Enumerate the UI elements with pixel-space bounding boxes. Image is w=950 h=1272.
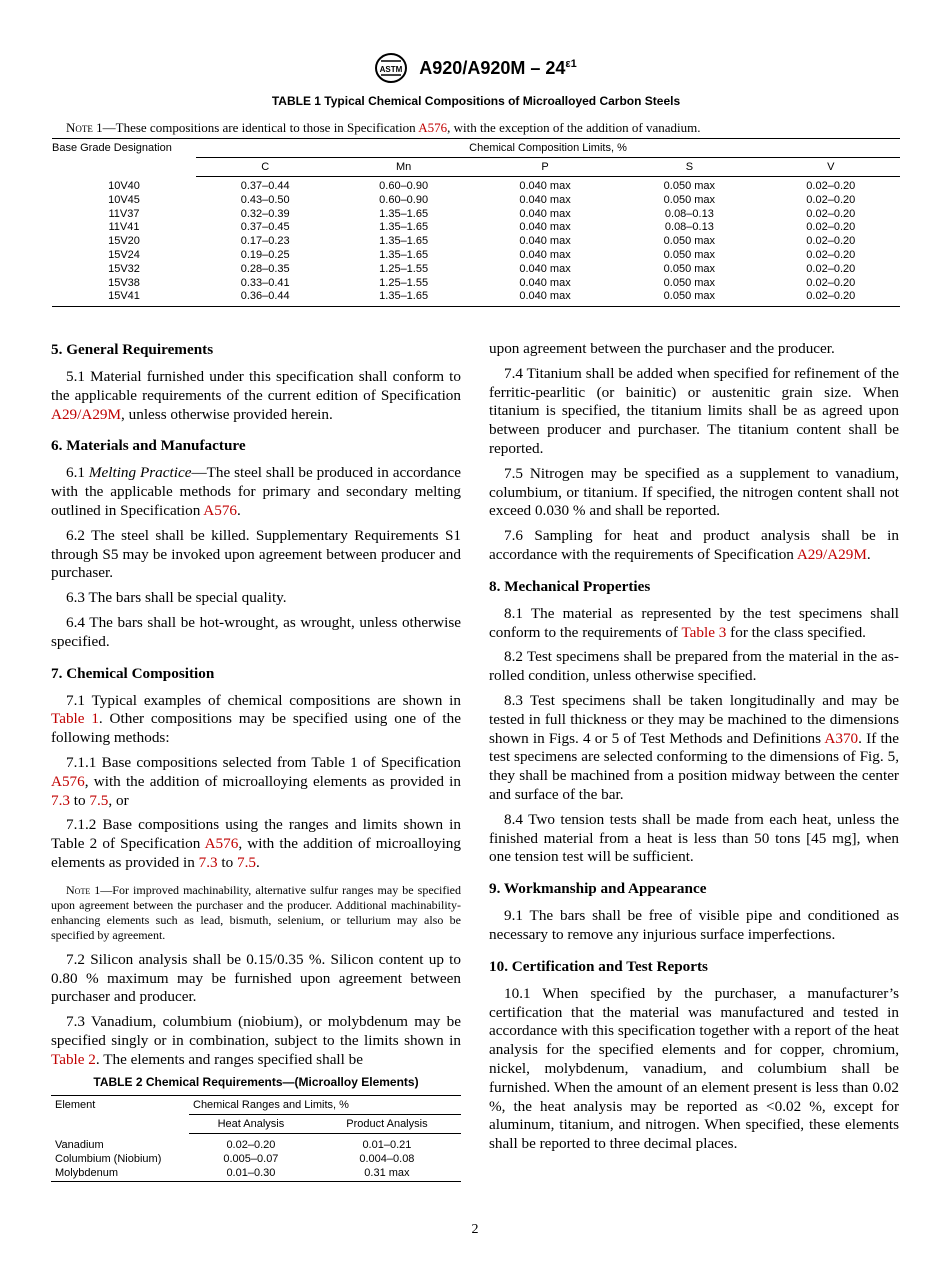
table1-row-cell: 0.040 max <box>519 276 571 289</box>
link-7-3[interactable]: 7.3 <box>51 791 70 809</box>
svg-text:ASTM: ASTM <box>379 65 403 74</box>
table1-row-cell: 0.040 max <box>519 235 571 248</box>
para-7-2: 7.2 Silicon analysis shall be 0.15/0.35 %. Silicon content up to 0.80 % maximum may be furnished upon agreement between purchaser and producer. <box>51 950 461 1006</box>
section-6-heading: 6. Materials and Manufacture <box>51 437 246 455</box>
table1-row-cell: 0.43–0.50 <box>240 193 290 206</box>
table1-row-cell: 0.050 max <box>663 248 716 261</box>
note-machinability: Note 1—For improved machinability, alternative sulfur ranges may be specified upon agreement between the purchaser and the producer. Additional machinability-enhancing elements such as lead, bismuth, selenium, or tellurium may also be specified by agreement. <box>51 882 461 942</box>
table1-row-cell: 0.050 max <box>663 180 716 192</box>
link-a370[interactable]: A370 <box>824 729 859 747</box>
section-9-heading: 9. Workmanship and Appearance <box>489 880 707 898</box>
table1-row-cell: 0.040 max <box>519 207 571 220</box>
table1-row <box>52 208 900 222</box>
para-7-3-continued: upon agreement between the purchaser and the producer. <box>489 340 835 357</box>
table1-row-cell: 15V38 <box>108 276 140 289</box>
link-a576[interactable]: A576 <box>204 835 239 853</box>
table1-row-cell: 1.35–1.65 <box>379 221 429 234</box>
table1-row-cell: 0.32–0.39 <box>240 207 290 220</box>
link-table-2[interactable]: Table 2 <box>51 1050 96 1068</box>
table1-row-cell: 0.02–0.20 <box>806 262 856 275</box>
table1-row-cell: 0.37–0.45 <box>240 221 290 234</box>
para-7-4: 7.4 Titanium shall be added when specified for refinement of the ferritic-pearlitic (or bainitic) or austenitic grain size. When titanium is specified, the titanium limits shall be as agreed upon between producer and purchaser. The titanium content shall be reported. <box>489 364 899 457</box>
link-7-5[interactable]: 7.5 <box>89 791 109 809</box>
table1-row-cell: 11V41 <box>108 221 140 234</box>
table2-row <box>51 1166 461 1182</box>
table2-row-cell: Columbium (Niobium) <box>55 1153 162 1165</box>
table1-col-c: C <box>196 158 334 177</box>
link-table-1[interactable]: Table 1 <box>51 710 99 728</box>
para-7-1-2: 7.1.2 Base compositions using the ranges and limits shown in Table 2 of Specification A576, with the addition of microalloying elements as provided in 7.3 to 7.5. <box>51 816 461 871</box>
table1-row-cell: 0.040 max <box>519 180 571 192</box>
para-7-1: 7.1 Typical examples of chemical compositions are shown in Table 1. Other compositions may be specified using one of the following methods: <box>51 691 461 747</box>
para-7-3: 7.3 Vanadium, columbium (niobium), or molybdenum may be specified singly or in combination, subject to the limits shown in Table 2. The elements and ranges specified shall be <box>51 1013 461 1068</box>
para-7-1-1: 7.1.1 Base compositions selected from Table 1 of Specification A576, with the addition of microalloying elements as provided in 7.3 to 7.5, or <box>51 753 461 809</box>
para-9-1: 9.1 The bars shall be free of visible pipe and conditioned as necessary to remove any injurious surface imperfections. <box>489 907 899 943</box>
para-6-1: 6.1 Melting Practice—The steel shall be produced in accordance with the applicable methods for primary and secondary melting outlined in Specification A576. <box>51 464 462 519</box>
table1-row-cell: 0.02–0.20 <box>806 276 856 289</box>
table2-col-heat: Heat Analysis <box>189 1115 313 1134</box>
table2-body <box>51 1134 461 1182</box>
table2-title: TABLE 2 Chemical Requirements—(Microalloy Elements) <box>93 1075 419 1089</box>
table2 <box>51 1095 461 1182</box>
table2-row <box>51 1134 461 1153</box>
para-6-2: 6.2 The steel shall be killed. Supplementary Requirements S1 through S5 may be invoked upon agreement between producer and purchaser. <box>51 526 461 582</box>
table1-row-cell: 15V24 <box>108 248 140 261</box>
table1-row <box>52 177 900 194</box>
section-8-heading: 8. Mechanical Properties <box>489 577 651 595</box>
document-header <box>0 52 950 84</box>
link-a576[interactable]: A576 <box>51 772 85 790</box>
link-7-5[interactable]: 7.5 <box>237 853 257 871</box>
table2-block <box>51 1075 461 1182</box>
table2-row-cell: 0.02–0.20 <box>226 1139 276 1151</box>
table1-row-cell: 0.040 max <box>519 193 571 206</box>
table1-row-cell: 0.040 max <box>519 262 571 275</box>
link-a29[interactable]: A29/A29M <box>796 545 867 563</box>
table1-row-cell: 0.02–0.20 <box>806 207 856 220</box>
section-7-heading: 7. Chemical Composition <box>51 664 215 682</box>
table2-row-cell: 0.01–0.30 <box>189 1166 313 1182</box>
table1-row-cell: 0.02–0.20 <box>762 290 900 306</box>
link-table-3[interactable]: Table 3 <box>681 623 727 641</box>
table1-row-cell: 0.19–0.25 <box>240 248 290 261</box>
table1-row <box>52 221 900 235</box>
table1-row-cell: 0.040 max <box>473 290 617 306</box>
table2-row-cell: 0.31 max <box>313 1166 461 1182</box>
table1-row-cell: 1.35–1.65 <box>379 235 429 248</box>
page-number: 2 <box>471 1222 479 1237</box>
table1-row <box>52 277 900 291</box>
right-column <box>489 340 899 1160</box>
table1-row-cell: 10V40 <box>108 179 140 192</box>
table1-row-cell: 0.050 max <box>663 193 716 206</box>
para-8-4: 8.4 Two tension tests shall be made from each heat, unless the finished material from a heat is less than 50 tons [45 mg], when one tension test will be sufficient. <box>489 810 899 866</box>
para-7-5: 7.5 Nitrogen may be specified as a supplement to vanadium, columbium, or titanium. If specified, the nitrogen content shall not exceed 0.030 % and shall be reported. <box>489 464 899 520</box>
table2-row <box>51 1152 461 1166</box>
para-8-1: 8.1 The material as represented by the test specimens shall conform to the requirements of Table 3 for the class specified. <box>489 604 899 641</box>
table1-header-group: Chemical Composition Limits, % <box>196 139 900 158</box>
astm-logo-icon <box>373 52 409 84</box>
table1-row-cell: 0.050 max <box>663 262 716 275</box>
table1-row-cell: 15V32 <box>108 262 140 275</box>
table1-row-cell: 0.37–0.44 <box>240 180 290 192</box>
table1-title: TABLE 1 Typical Chemical Compositions of Microalloyed Carbon Steels <box>271 94 681 108</box>
section-5-heading: 5. General Requirements <box>51 341 214 358</box>
table1-col-p: P <box>473 158 617 177</box>
table1-body <box>52 177 900 307</box>
para-8-2: 8.2 Test specimens shall be prepared from the material in the as-rolled condition, unless otherwise specified. <box>489 648 899 685</box>
table1-row <box>52 263 900 277</box>
link-a29[interactable]: A29/A29M <box>51 405 122 423</box>
table1-row-cell: 0.33–0.41 <box>240 276 290 289</box>
table1-row-cell: 0.040 max <box>519 221 571 234</box>
edition-superscript: ε1 <box>565 57 577 70</box>
table1-row-cell: 0.02–0.20 <box>806 180 856 192</box>
link-a576[interactable]: A576 <box>418 120 448 135</box>
table2-row-cell: 0.005–0.07 <box>223 1153 279 1165</box>
section-10-heading: 10. Certification and Test Reports <box>489 957 708 975</box>
table2-row-cell: 0.004–0.08 <box>359 1153 415 1165</box>
para-10-1: 10.1 When specified by the purchaser, a manufacturer’s certification that the material was manufactured and tested in accordance with this specification together with a report of the heat analysis for the specified elements and for copper, chromium, nickel, molybdenum, vanadium, and columbium shall be furnished. When the amount of an element present is less than 0.02 %, the heat analysis may be reported as <0.02 %, except for aluminum, titanium, and nitrogen. When specified, these elements shall be reported to three decimal places. <box>489 984 899 1153</box>
table1-row-cell: 1.25–1.55 <box>379 276 429 289</box>
para-7-6: 7.6 Sampling for heat and product analysis shall be in accordance with the requirements of Specification A29/A29M. <box>489 527 899 563</box>
table2-row-cell: Molybdenum <box>51 1166 189 1182</box>
table1-row-cell: 15V41 <box>52 290 196 306</box>
table1-row-cell: 0.60–0.90 <box>379 180 429 192</box>
table1-row-cell: 0.08–0.13 <box>664 221 714 234</box>
table1-row-cell: 1.35–1.65 <box>379 207 429 220</box>
para-6-3: 6.3 The bars shall be special quality. <box>66 589 287 607</box>
table1-col-s: S <box>617 158 761 177</box>
table1-row-cell: 1.25–1.55 <box>379 262 429 275</box>
table1-row <box>52 290 900 306</box>
table2-col-product: Product Analysis <box>313 1115 461 1134</box>
table1-row-cell: 0.36–0.44 <box>196 290 334 306</box>
table1-row-cell: 0.02–0.20 <box>806 235 856 248</box>
left-column <box>51 340 461 1076</box>
table1-row <box>52 235 900 249</box>
table1-note: Note 1—These compositions are identical to those in Specification A576, with the exception of the addition of vanadium. <box>66 120 701 135</box>
table1-row-cell: 0.050 max <box>663 235 716 248</box>
link-a576[interactable]: A576 <box>203 501 238 519</box>
table1-row-cell: 0.02–0.20 <box>806 221 856 234</box>
link-7-3[interactable]: 7.3 <box>198 853 218 871</box>
table1-row-cell: 10V45 <box>108 193 140 206</box>
table1-row-cell: 11V37 <box>108 207 140 220</box>
table2-row-cell: Vanadium <box>55 1138 104 1151</box>
table2-row-cell: 0.01–0.21 <box>362 1139 412 1151</box>
table1-row-cell: 15V20 <box>108 235 140 248</box>
table1-col-v: V <box>762 158 900 177</box>
table1-col-mn: Mn <box>334 158 472 177</box>
table1-row-cell: 0.17–0.23 <box>240 235 290 248</box>
table1-row-cell: 0.28–0.35 <box>240 262 290 275</box>
table2-header-group: Chemical Ranges and Limits, % <box>189 1096 461 1115</box>
table1-row-cell: 0.60–0.90 <box>379 193 429 206</box>
table2-header-element: Element <box>51 1096 189 1134</box>
table1-row-cell: 0.050 max <box>617 290 761 306</box>
table1-row-cell: 0.08–0.13 <box>664 207 714 220</box>
table1-row-cell: 1.35–1.65 <box>379 248 429 261</box>
para-6-4: 6.4 The bars shall be hot-wrought, as wrought, unless otherwise specified. <box>51 613 461 650</box>
document-designation: $A920/A920M - 24^{\varepsilon 1}$ <box>419 57 577 78</box>
table1-header-base: Base Grade Designation <box>52 139 196 177</box>
table1 <box>52 138 900 307</box>
para-8-3: 8.3 Test specimens shall be taken longitudinally and may be tested in full thickness or they may be machined to the dimensions shown in Figs. 4 or 5 of Test Methods and Definitions A370. If the test specimens are selected conforming to the dimensions of Fig. 5, they shall be machined from a position midway between the center and surface of the bar. <box>489 691 900 803</box>
table1-row-cell: 0.02–0.20 <box>806 193 856 206</box>
para-5-1: 5.1 Material furnished under this specification shall conform to the applicable requirements of the current edition of Specification A29/A29M, unless otherwise provided herein. <box>51 368 461 423</box>
table1-row-cell: 0.02–0.20 <box>806 248 856 261</box>
table1-row-cell: 1.35–1.65 <box>334 290 472 306</box>
table1-row <box>52 249 900 263</box>
table1-row-cell: 0.040 max <box>519 248 571 261</box>
table1-row-cell: 0.050 max <box>663 276 716 289</box>
table1-row <box>52 194 900 208</box>
